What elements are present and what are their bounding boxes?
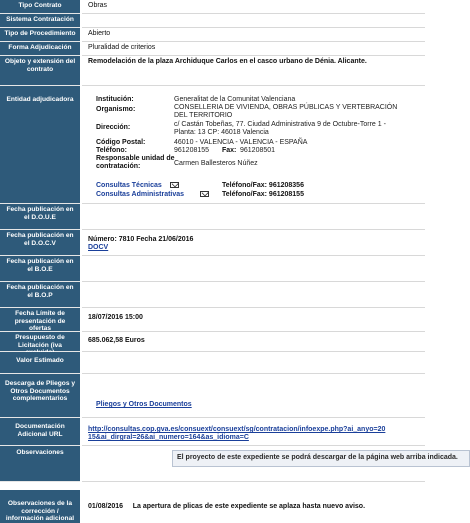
value-fecha-bop bbox=[82, 282, 425, 308]
label-presupuesto: Presupuesto de Licitación (iva bbox=[0, 332, 80, 352]
label-documentacion-url: Documentación Adicional URL bbox=[0, 418, 80, 446]
codigo-postal-value: 46010 - VALENCIA - VALENCIA - ESPAÑA bbox=[174, 139, 308, 146]
telefono-label: Teléfono: bbox=[96, 147, 127, 154]
row-forma-adjudicacion bbox=[0, 42, 425, 56]
label-valor-estimado: Valor Estimado bbox=[0, 352, 80, 374]
telefono-value: 961208155 bbox=[174, 147, 210, 154]
label-fecha-doue: Fecha publicación en el D.O.U.E bbox=[0, 204, 80, 230]
row-presupuesto bbox=[0, 332, 425, 352]
row-fecha-boe bbox=[0, 256, 425, 282]
consultas-tecnicas-link[interactable]: Consultas Técnicas bbox=[96, 182, 162, 189]
row-fecha-doue bbox=[0, 204, 425, 230]
label-forma-adjudicacion: Forma Adjudicación bbox=[0, 42, 80, 56]
value-observaciones-correccion: 01/08/2016 La apertura de plicas de este expediente se aplaza hasta nuevo aviso. bbox=[88, 503, 366, 510]
value-observaciones bbox=[82, 446, 458, 482]
label-objeto: Objeto y extensión del contrato bbox=[0, 56, 80, 86]
label-tipo-contrato: Tipo Contrato bbox=[0, 0, 80, 14]
value-fecha-limite: 18/07/2016 15:00 bbox=[82, 308, 425, 332]
value-forma-adjudicacion: Pluralidad de criterios bbox=[82, 42, 425, 56]
docv-numero-fecha: Número: 7810 Fecha 21/06/2016 bbox=[88, 236, 194, 243]
fax-value: 961208501 bbox=[240, 147, 276, 154]
direccion-value: c/ Castán Tobeñas, 77. Ciudad Administrativa 9 de Octubre-Torre 1 - Planta: 13 CP: 46018 Valencia bbox=[174, 121, 386, 137]
section-gap bbox=[0, 482, 425, 490]
observaciones-box: El proyecto de este expediente se podrá descargar de la página web arriba indicada. bbox=[172, 450, 470, 467]
row-objeto bbox=[0, 56, 425, 86]
value-fecha-boe bbox=[82, 256, 425, 282]
label-observaciones: Observaciones bbox=[0, 446, 80, 482]
row-observaciones-correccion bbox=[0, 490, 425, 523]
row-tipo-procedimiento bbox=[0, 28, 425, 42]
label-sistema-contratacion: Sistema Contratación bbox=[0, 14, 80, 28]
row-descarga-pliegos bbox=[0, 374, 425, 418]
value-fecha-doue bbox=[82, 204, 425, 230]
value-tipo-procedimiento: Abierto bbox=[82, 28, 425, 42]
value-sistema-contratacion bbox=[82, 14, 425, 28]
documentacion-url-link[interactable]: http://consultas.cop.gva.es/consuext/consuext/sg/contratacion/infoexpe.php?ai_anyo=2015&ai_dirgral=26&ai_numero=164&as_idioma=C bbox=[88, 426, 386, 442]
row-tipo-contrato bbox=[0, 0, 425, 14]
direccion-label: Dirección: bbox=[96, 124, 131, 131]
consultas-administrativas-telefono: Teléfono/Fax: 961208155 bbox=[222, 191, 304, 198]
docv-link[interactable]: DOCV bbox=[88, 244, 109, 252]
organismo-label: Organismo: bbox=[96, 106, 136, 113]
label-fecha-boe: Fecha publicación en el B.O.E bbox=[0, 256, 80, 282]
label-observaciones-correccion: Observaciones de la corrección / información adicional bbox=[0, 490, 80, 523]
value-objeto: Remodelación de la plaza Archiduque Carlos en el casco urbano de Dénia. Alicante. bbox=[82, 56, 425, 86]
organismo-value: CONSELLERIA DE VIVIENDA, OBRAS PÚBLICAS Y VERTEBRACIÓN DEL TERRITORIO bbox=[174, 104, 398, 120]
pliegos-link[interactable]: Pliegos y Otros Documentos bbox=[96, 401, 192, 408]
consultas-tecnicas-telefono: Teléfono/Fax: 961208356 bbox=[222, 182, 304, 189]
row-valor-estimado bbox=[0, 352, 425, 374]
row-fecha-bop bbox=[0, 282, 425, 308]
value-tipo-contrato: Obras bbox=[82, 0, 425, 14]
responsable-label: Responsable unidad de contratación: bbox=[96, 155, 175, 171]
value-fecha-docv bbox=[82, 230, 425, 256]
entidad-block bbox=[82, 86, 425, 204]
value-valor-estimado bbox=[82, 352, 425, 374]
value-documentacion-url bbox=[82, 418, 425, 446]
label-fecha-docv: Fecha publicación en el D.O.C.V bbox=[0, 230, 80, 256]
codigo-postal-label: Código Postal: bbox=[96, 139, 146, 146]
institucion-value: Generalitat de la Comunitat Valenciana bbox=[174, 96, 296, 103]
label-fecha-limite: Fecha Límite de presentación de ofertas bbox=[0, 308, 80, 332]
row-entidad-adjudicadora bbox=[0, 86, 425, 204]
responsable-value: Carmen Ballesteros Núñez bbox=[174, 160, 258, 167]
envelope-icon[interactable] bbox=[170, 182, 179, 188]
label-entidad-adjudicadora: Entidad adjudicadora bbox=[0, 86, 80, 204]
label-tipo-procedimiento: Tipo de Procedimiento bbox=[0, 28, 80, 42]
value-presupuesto: 685.062,58 Euros bbox=[82, 332, 425, 352]
row-fecha-limite bbox=[0, 308, 425, 332]
label-descarga-pliegos: Descarga de Pliegos y Otros Documentos complementarios bbox=[0, 374, 80, 418]
envelope-icon[interactable] bbox=[200, 191, 209, 197]
consultas-administrativas-link[interactable]: Consultas Administrativas bbox=[96, 191, 185, 198]
row-documentacion-url bbox=[0, 418, 425, 446]
value-descarga-pliegos bbox=[82, 374, 425, 418]
row-sistema-contratacion bbox=[0, 14, 425, 28]
row-observaciones bbox=[0, 446, 458, 482]
label-fecha-bop: Fecha publicación en el B.O.P bbox=[0, 282, 80, 308]
row-fecha-docv bbox=[0, 230, 425, 256]
institucion-label: Institución: bbox=[96, 96, 134, 103]
fax-label: Fax: bbox=[222, 147, 237, 154]
